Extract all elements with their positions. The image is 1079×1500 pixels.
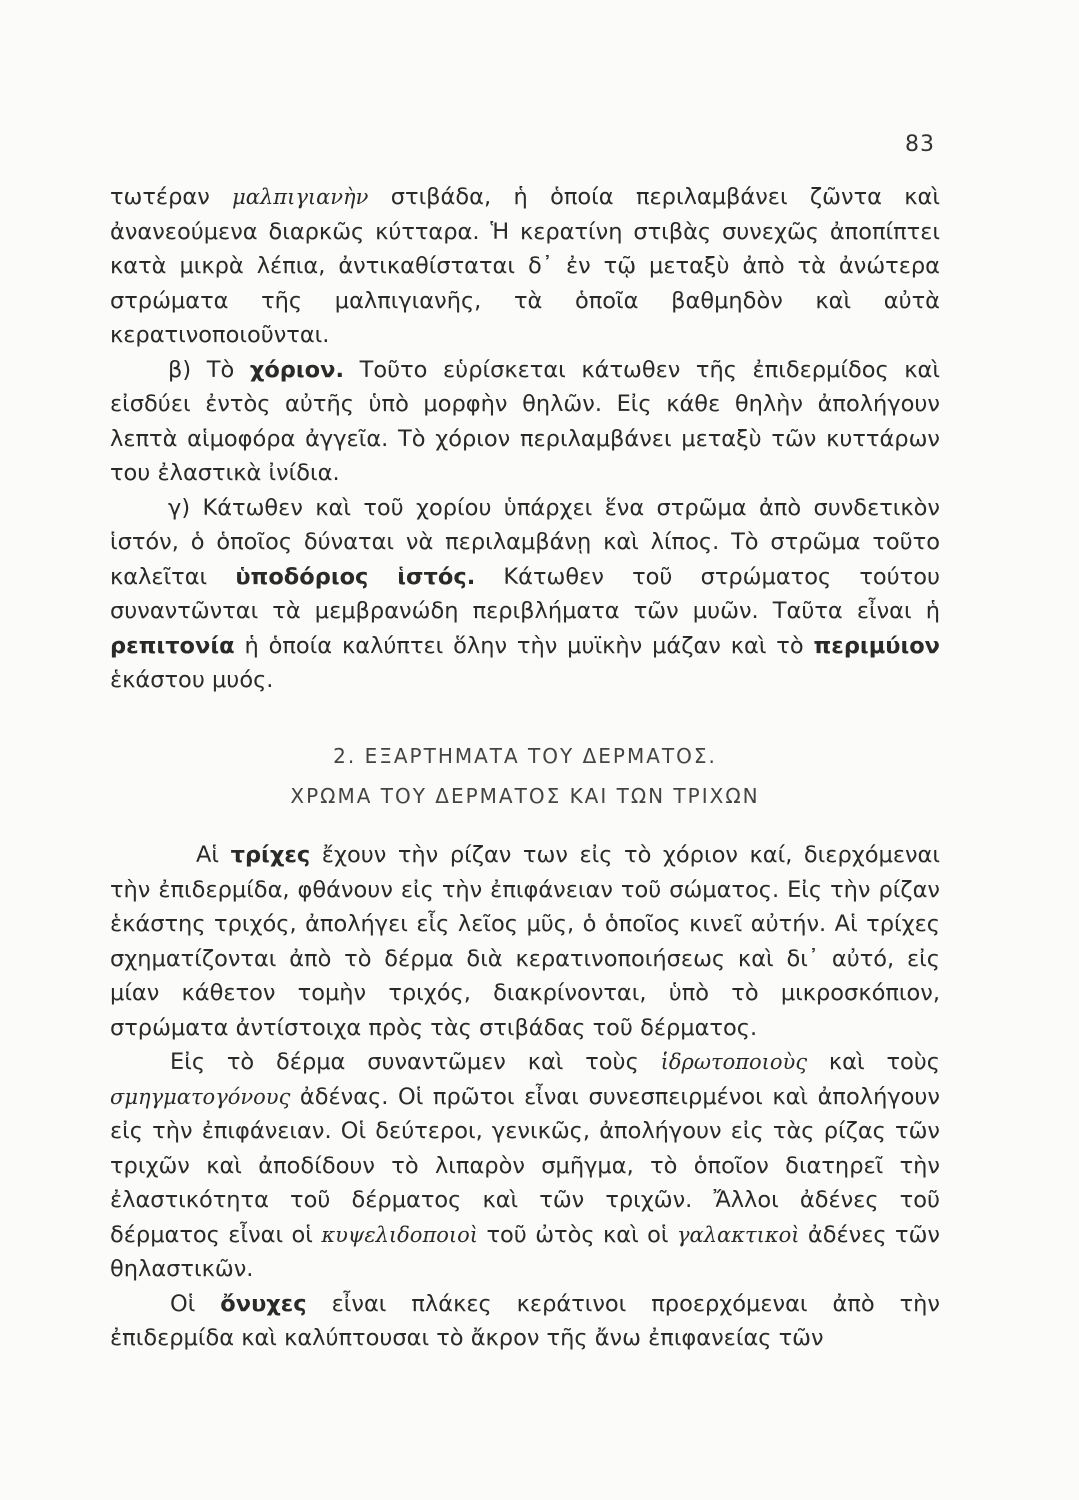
term-hair: τρίχες bbox=[230, 842, 311, 868]
section-skin-layers bbox=[110, 180, 940, 698]
term-sebaceous-glands: σμηγματογόνους bbox=[110, 1084, 291, 1109]
term-mammary-glands: γαλακτικοὶ bbox=[676, 1222, 800, 1247]
term-perimysium: περιμύιον bbox=[813, 632, 940, 659]
term-fascia: ρεπιτονία bbox=[110, 632, 235, 659]
section-heading: 2. ΕΞΑΡΤΗΜΑΤΑ ΤΟΥ ΔΕΡΜΑΤΟΣ. bbox=[333, 744, 717, 768]
term-malpighian: μαλπιγιανὴν bbox=[232, 185, 369, 209]
term-hypodermis: ὑποδόριος ἱστός. bbox=[235, 563, 476, 590]
term-chorion: χόριον. bbox=[249, 356, 345, 383]
paragraph-malpighian: τωτέραν μαλπιγιανὴν στιβάδα, ἡ ὁποία περιλαμβάνει ζῶντα καὶ ἀνανεούμενα διαρκῶς κύτταρα. Ἡ κερατίνη στιβὰς συνεχῶς ἀποπίπτει κατὰ μικρὰ λέπια, ἀντικαθίσταται δ᾽ ἐν τῷ μεταξὺ ἀπὸ τὰ ἀνώτερα στρώματα τῆς μαλπιγιανῆς, τὰ ὁποῖα βαθμηδὸν καὶ αὐτὰ κερατινοποιοῦνται. bbox=[110, 184, 940, 348]
paragraph-nails: Οἱ ὄνυχες εἶναι πλάκες κεράτινοι προερχόμεναι ἀπὸ τὴν ἐπιδερμίδα καὶ καλύπτουσαι τὸ ἄκρον τῆς ἄνω ἐπιφανείας τῶν bbox=[110, 1290, 940, 1351]
term-nails: ὄνυχες bbox=[220, 1290, 307, 1317]
paragraph-glands: Εἰς τὸ δέρμα συναντῶμεν καὶ τοὺς ἱδρωτοποιοὺς καὶ τοὺς σμηγματογόνους ἀδένας. Οἱ πρῶτοι εἶναι συνεσπειρμένοι καὶ ἀπολήγουν εἰς τὴν ἐπιφάνειαν. Οἱ δεύτεροι, γενικῶς, ἀπολήγουν εἰς τὰς ρίζας τῶν τριχῶν καὶ ἀποδίδουν τὸ λιπαρὸν σμῆγμα, τὸ ὁποῖον διατηρεῖ τὴν ἐλαστικότητα τοῦ δέρματος καὶ τῶν τριχῶν. Ἄλλοι ἀδένες τοῦ δέρματος εἶναι οἱ κυψελιδοποιοὶ τοῦ ὠτὸς καὶ οἱ γαλακτικοὶ ἀδένες τῶν θηλαστικῶν. bbox=[110, 1049, 940, 1282]
paragraph-chorion: β) Τὸ χόριον. Τοῦτο εὑρίσκεται κάτωθεν τῆς ἐπιδερμίδος καὶ εἰσδύει ἐντὸς αὐτῆς ὑπὸ μορφὴν θηλῶν. Εἰς κάθε θηλὴν ἀπολήγουν λεπτὰ αἱμοφόρα ἀγγεῖα. Τὸ χόριον περιλαμβάνει μεταξὺ τῶν κυττάρων του ἐλαστικὰ ἰνίδια. bbox=[110, 356, 940, 486]
paragraph-hypodermis: γ) Κάτωθεν καὶ τοῦ χορίου ὑπάρχει ἕνα στρῶμα ἀπὸ συνδετικὸν ἱστόν, ὁ ὁποῖος δύναται νὰ περιλαμβάνῃ καὶ λίπος. Τὸ στρῶμα τοῦτο καλεῖται ὑποδόριος ἱστός. Κάτωθεν τοῦ στρώματος τούτου συναντῶνται τὰ μεμβρανώδη περιβλήματα τῶν μυῶν. Ταῦτα εἶναι ἡ ρεπιτονία ἡ ὁποία καλύπτει ὅλην τὴν μυϊκὴν μάζαν καὶ τὸ περιμύιον ἑκάστου μυός. bbox=[110, 494, 941, 693]
section-skin-appendages bbox=[110, 838, 940, 1356]
paragraph-hair: Αἱ τρίχες ἔχουν τὴν ρίζαν των εἰς τὸ χόριον καί, διερχόμεναι τὴν ἐπιδερμίδα, φθάνουν εἰς τὴν ἐπιφάνειαν τοῦ σώματος. Εἰς τὴν ρίζαν ἑκάστης τριχός, ἀπολήγει εἷς λεῖος μῦς, ὁ ὁποῖος κινεῖ αὐτήν. Αἱ τρίχες σχηματίζονται ἀπὸ τὸ δέρμα διὰ κερατινοποιήσεως καὶ δι᾽ αὐτό, εἰς μίαν κάθετον τομὴν τριχός, διακρίνονται, ὑπὸ τὸ μικροσκόπιον, στρώματα ἀντίστοιχα πρὸς τὰς στιβάδας τοῦ δέρματος. bbox=[110, 842, 940, 1041]
section-subheading: ΧΡΩΜΑ ΤΟΥ ΔΕΡΜΑΤΟΣ ΚΑΙ ΤΩΝ ΤΡΙΧΩΝ bbox=[290, 784, 760, 808]
section-headings bbox=[110, 736, 940, 816]
term-sweat-glands: ἱδρωτοποιοὺς bbox=[660, 1050, 808, 1074]
term-ceruminous-glands: κυψελιδοποιοὶ bbox=[321, 1222, 479, 1247]
page-number: 83 bbox=[905, 132, 935, 157]
